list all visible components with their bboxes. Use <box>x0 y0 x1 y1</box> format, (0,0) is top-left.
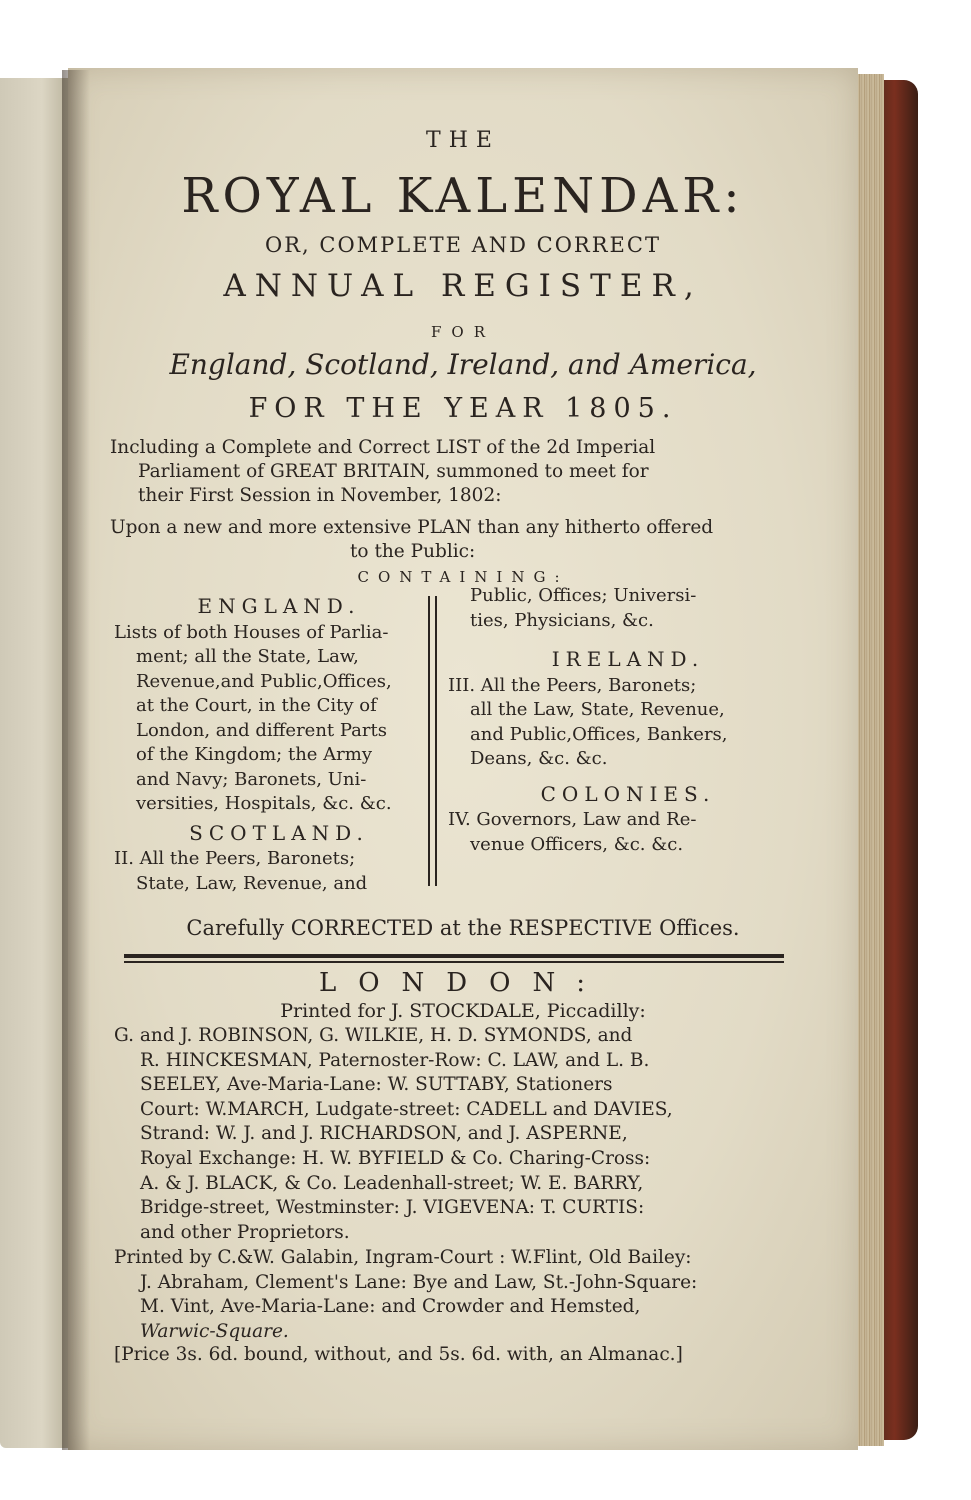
title-countries: England, Scotland, Ireland, and America, <box>169 348 757 381</box>
description-line: Including a Complete and Correct LIST of the 2d Imperial <box>110 437 656 458</box>
imprint-line: and other Proprietors. <box>140 1221 350 1243</box>
title-main: ROYAL KALENDAR: <box>181 168 745 224</box>
england-line: and Navy; Baronets, Uni- <box>136 768 367 790</box>
colonies-line: IV. Governors, Law and Re- <box>448 809 697 830</box>
ireland-line: III. All the Peers, Baronets; <box>448 674 697 696</box>
printer-line: Printed by C.&W. Galabin, Ingram-Court : W.Flint, Old Bailey: <box>114 1247 692 1268</box>
plan-paragraph <box>110 516 713 564</box>
imprint-line: R. HINCKESMAN, Paternoster-Row: C. LAW, and L. B. <box>140 1049 650 1071</box>
ireland-line: Deans, &c. &c. <box>470 748 608 769</box>
printer-line: M. Vint, Ave-Maria-Lane: and Crowder and Hemsted, <box>140 1296 641 1318</box>
column-divider <box>428 596 437 886</box>
imprint-line: Bridge-street, Westminster: J. VIGEVENA: T. CURTIS: <box>140 1197 645 1219</box>
printer-line: Warwic-Square. <box>140 1320 289 1342</box>
gutter-shadow <box>62 70 90 1450</box>
imprint-line: A. & J. BLACK, & Co. Leadenhall-street; W. E. BARRY, <box>140 1172 644 1194</box>
imprint-line: G. and J. ROBINSON, G. WILKIE, H. D. SYMONDS, and <box>114 1025 633 1046</box>
imprint-booksellers <box>114 1024 673 1245</box>
imprint-printed-for: Printed for J. STOCKDALE, Piccadilly: <box>280 1000 646 1022</box>
england-line: Lists of both Houses of Parlia- <box>114 621 389 643</box>
containing-heading: CONTAINING: <box>357 568 569 586</box>
description-line: Parliament of GREAT BRITAIN, summoned to meet for <box>138 461 649 482</box>
imprint-printers <box>114 1246 697 1344</box>
right-column <box>448 584 808 857</box>
printer-line: J. Abraham, Clement's Lane: Bye and Law, St.-John-Square: <box>140 1271 698 1293</box>
book <box>0 60 930 1460</box>
title-the: THE <box>426 128 500 153</box>
double-rule-thick <box>124 954 784 958</box>
imprint-line: SEELEY, Ave-Maria-Lane: W. SUTTABY, Stationers <box>140 1074 613 1096</box>
description-line: their First Session in November, 1802: <box>138 485 502 506</box>
continued-line: Public, Offices; Universi- <box>470 585 697 606</box>
carefully-corrected: Carefully CORRECTED at the RESPECTIVE Offices. <box>186 916 740 940</box>
colonies-heading: COLONIES. <box>540 781 716 806</box>
england-line: London, and different Parts <box>136 719 387 741</box>
left-column <box>114 590 444 896</box>
plan-line: to the Public: <box>350 541 476 562</box>
ireland-line: and Public,Offices, Bankers, <box>470 723 728 745</box>
title-year: FOR THE YEAR 1805. <box>248 393 678 424</box>
imprint-line: Strand: W. J. and J. RICHARDSON, and J. ASPERNE, <box>140 1123 628 1145</box>
scotland-line: State, Law, Revenue, and <box>136 872 368 894</box>
description-paragraph <box>110 436 655 508</box>
continued-line: ties, Physicians, &c. <box>470 609 654 631</box>
title-annual-register: ANNUAL REGISTER, <box>223 268 703 304</box>
scotland-heading: SCOTLAND. <box>189 820 369 845</box>
price-line: [Price 3s. 6d. bound, without, and 5s. 6d. with, an Almanac.] <box>114 1344 683 1365</box>
england-line: versities, Hospitals, &c. &c. <box>136 793 392 814</box>
ireland-line: all the Law, State, Revenue, <box>470 699 725 720</box>
title-subtitle: OR, COMPLETE AND CORRECT <box>265 233 661 257</box>
scotland-line: II. All the Peers, Baronets; <box>114 848 356 869</box>
england-line: ment; all the State, Law, <box>136 646 359 667</box>
facing-page-edge <box>0 78 70 1448</box>
england-line: of the Kingdom; the Army <box>136 744 372 765</box>
ireland-heading: IRELAND. <box>551 647 705 671</box>
england-line: Revenue,and Public,Offices, <box>136 670 392 692</box>
imprint-line: Court: W.MARCH, Ludgate-street: CADELL and DAVIES, <box>140 1098 673 1120</box>
imprint-line: Royal Exchange: H. W. BYFIELD & Co. Charing-Cross: <box>140 1147 651 1169</box>
england-line: at the Court, in the City of <box>136 695 377 716</box>
title-page <box>68 68 858 1450</box>
colonies-line: venue Officers, &c. &c. <box>470 833 684 855</box>
title-for: FOR <box>431 323 495 341</box>
england-heading: ENGLAND. <box>197 594 361 618</box>
plan-line: Upon a new and more extensive PLAN than any hitherto offered <box>110 517 714 538</box>
double-rule-thin <box>124 961 784 963</box>
imprint-london: LONDON: <box>318 968 608 998</box>
